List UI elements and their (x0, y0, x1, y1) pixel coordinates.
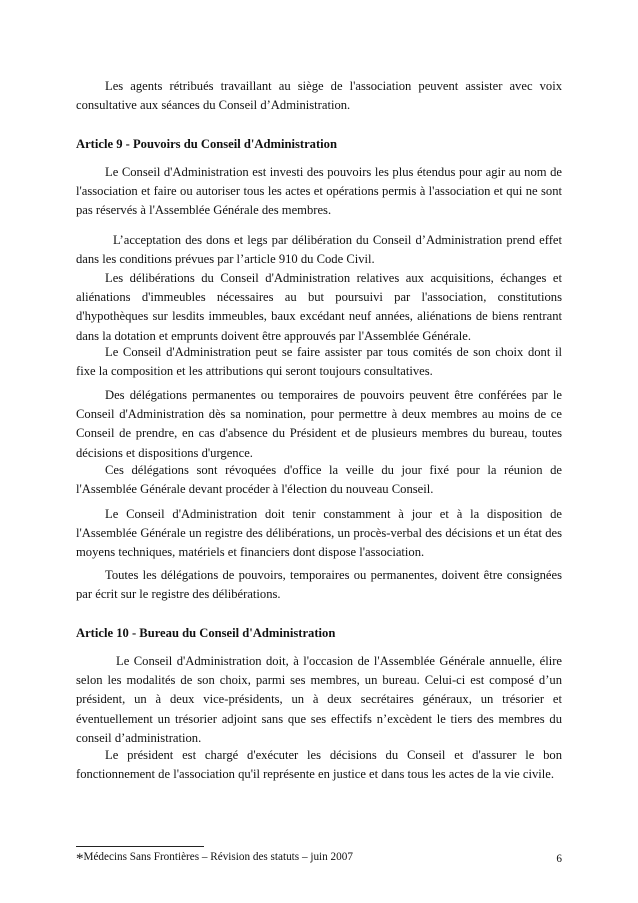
page-footer (76, 848, 562, 869)
article-9-p7-block (76, 505, 562, 563)
article-9-paragraph: Le Conseil d'Administration peut se faire assister par tous comités de son choix dont il fixe la composition et les attributions qui seront toujours consultatives. (76, 345, 562, 379)
article-9-paragraph: L’acceptation des dons et legs par délibération du Conseil d’Administration prend effet dans les conditions prévues par l’article 910 du Code Civil. (76, 233, 562, 267)
article-9-p6-block (76, 461, 562, 499)
article-9-p5-block (76, 386, 562, 463)
footnote-marker: * (76, 851, 84, 867)
article-9-p2-block (76, 231, 562, 269)
article-9-paragraph: Le Conseil d'Administration doit tenir constamment à jour et à la disposition de l'Assemblée Générale un registre des délibérations, un procès-verbal des décisions et un état des moyens techniques, matériels et financiers dont dispose l'association. (76, 507, 562, 560)
footer-divider (76, 846, 204, 847)
footer-text: Médecins Sans Frontières – Révision des statuts – juin 2007 (83, 851, 353, 863)
article-10-p1-block (76, 652, 562, 748)
article-9-p1-block (76, 163, 562, 221)
article-9-paragraph: Le Conseil d'Administration est investi des pouvoirs les plus étendus pour agir au nom de l'association et faire ou autoriser tous les actes et opérations permis à l'association et qui ne sont pas réservés à l'Assemblée Générale des membres. (76, 165, 562, 218)
page-number: 6 (556, 853, 562, 865)
article-9-p8-block (76, 566, 562, 604)
article-9-paragraph: Les délibérations du Conseil d'Administration relatives aux acquisitions, échanges et aliénations d'immeubles nécessaires au but poursuivi par l'association, constitutions d'hypothèques sur lesdits immeubles, baux excédant neuf années, aliénations de biens rentrant dans la dotation et emprunts doivent être approuvés par l'Assemblée Générale. (76, 271, 562, 343)
article-10-p2-block (76, 746, 562, 784)
footer-text-line (76, 851, 353, 867)
article-9-paragraph: Toutes les délégations de pouvoirs, temporaires ou permanentes, doivent être consignées par écrit sur le registre des délibérations. (76, 568, 562, 602)
article-10-paragraph: Le Conseil d'Administration doit, à l'occasion de l'Assemblée Générale annuelle, élire selon les modalités de son choix, parmi ses membres, un bureau. Celui-ci est composé d’un président, un à deux vice-présidents, un à deux secrétaires généraux, un trésorier et éventuellement un trésorier adjoint sans que ses effectifs n’excèdent le tiers des membres du conseil d’administration. (76, 654, 562, 745)
intro-block (76, 77, 562, 115)
article-9-heading: Article 9 - Pouvoirs du Conseil d'Administration (76, 137, 337, 151)
article-10-paragraph: Le président est chargé d'exécuter les décisions du Conseil et d'assurer le bon fonctionnement de l'association qu'il représente en justice et dans tous les actes de la vie civile. (76, 748, 562, 782)
intro-paragraph: Les agents rétribués travaillant au siège de l'association peuvent assister avec voix consultative aux séances du Conseil d’Administration. (76, 79, 562, 113)
article-9-p3-block (76, 269, 562, 346)
article-10-heading: Article 10 - Bureau du Conseil d'Administration (76, 626, 336, 640)
article-9-p4-block (76, 343, 562, 381)
article-9-paragraph: Ces délégations sont révoquées d'office la veille du jour fixé pour la réunion de l'Assemblée Générale devant procéder à l'élection du nouveau Conseil. (76, 463, 562, 497)
article-9-paragraph: Des délégations permanentes ou temporaires de pouvoirs peuvent être conférées par le Conseil d'Administration dès sa nomination, pour permettre à deux membres au moins de ce Conseil de prendre, en cas d'absence du Président et de plusieurs membres du bureau, toutes décisions et dispositions d'urgence. (76, 388, 562, 460)
